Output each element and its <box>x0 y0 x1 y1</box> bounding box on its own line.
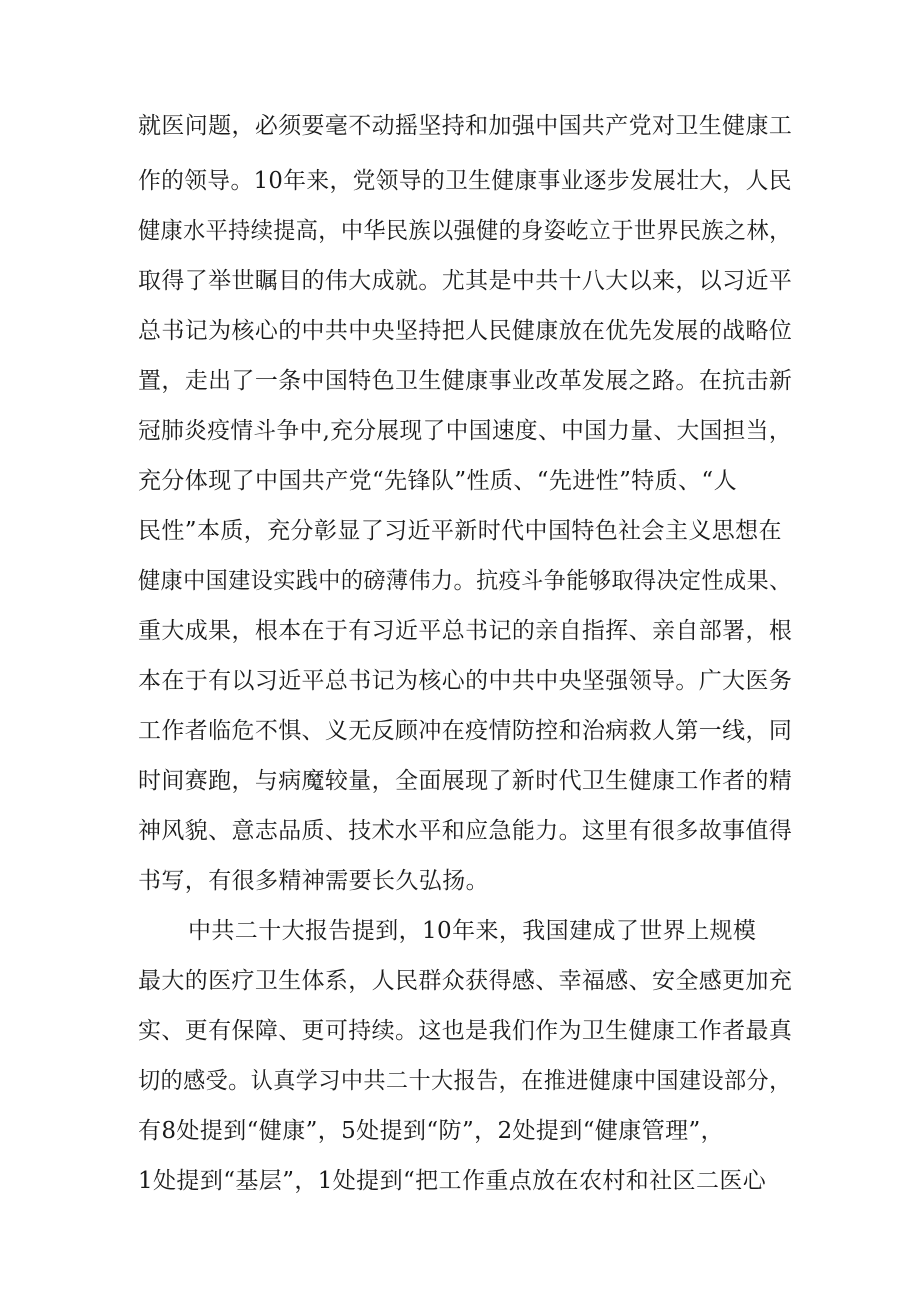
text-line: 就医问题，必须要毫不动摇坚持和加强中国共产党对卫生健康工 <box>138 113 793 139</box>
paragraph-start-line: 中共二十大报告提到，10年来，我国建成了世界上规模 <box>188 918 757 944</box>
text-line: 健康水平持续提高，中华民族以强健的身姿屹立于世界民族之林， <box>138 218 792 244</box>
text-line: 充分体现了中国共产党“先锋队”性质、“先进性”特质、“人 <box>138 468 737 494</box>
text-line: 作的领导。10年来，党领导的卫生健康事业逐步发展壮大，人民 <box>138 168 792 194</box>
text-line: 实、更有保障、更可持续。这也是我们作为卫生健康工作者最真 <box>138 1018 793 1044</box>
text-line: 健康中国建设实践中的磅薄伟力。抗疫斗争能够取得决定性成果、 <box>138 568 792 594</box>
text-line: 工作者临危不惧、义无反顾冲在疫情防控和治病救人第一线，同 <box>138 718 793 744</box>
text-line: 民性”本质，充分彰显了习近平新时代中国特色社会主义思想在 <box>138 518 782 544</box>
text-line: 时间赛跑，与病魔较量，全面展现了新时代卫生健康工作者的精 <box>138 768 793 794</box>
text-line: 书写，有很多精神需要长久弘扬。 <box>138 868 489 894</box>
text-line: 切的感受。认真学习中共二十大报告，在推进健康中国建设部分， <box>138 1068 792 1094</box>
text-line: 重大成果，根本在于有习近平总书记的亲自指挥、亲自部署，根 <box>138 618 793 644</box>
text-line: 冠肺炎疫情斗争中,充分展现了中国速度、中国力量、大国担当， <box>138 418 792 444</box>
text-line: 1处提到“基层”，1处提到“把工作重点放在农村和社区二医心 <box>138 1168 767 1194</box>
text-line: 本在于有以习近平总书记为核心的中共中央坚强领导。广大医务 <box>138 668 793 694</box>
text-line: 取得了举世瞩目的伟大成就。尤其是中共十八大以来，以习近平 <box>138 268 793 294</box>
text-line: 有8处提到“健康”，5处提到“防”，2处提到“健康管理”， <box>138 1118 725 1144</box>
text-line: 置，走出了一条中国特色卫生健康事业改革发展之路。在抗击新 <box>138 368 793 394</box>
text-line: 神风貌、意志品质、技术水平和应急能力。这里有很多故事值得 <box>138 818 793 844</box>
text-line: 总书记为核心的中共中央坚持把人民健康放在优先发展的战略位 <box>138 318 793 344</box>
text-line: 最大的医疗卫生体系，人民群众获得感、幸福感、安全感更加充 <box>138 968 793 994</box>
